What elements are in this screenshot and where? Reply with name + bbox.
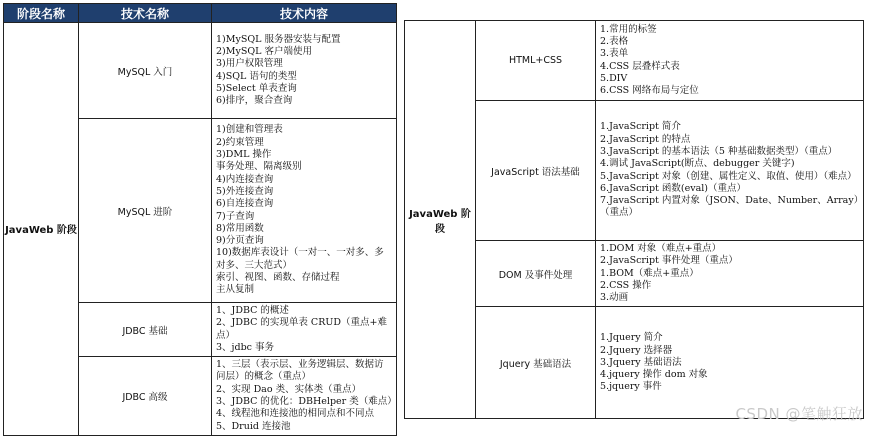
stage-cell: JavaWeb 阶段 [4, 23, 79, 436]
content-item: 2.Jquery 选择器 [600, 344, 673, 356]
content-item: 3.Jquery 基础语法 [600, 356, 682, 368]
content-item: 索引、视图、函数、存储过程 [216, 271, 340, 283]
content-item: 6)排序，聚合查询 [216, 95, 293, 107]
content-item: 1.常用的标签 [600, 23, 657, 35]
content-item: 10)数据库表设计（一对一、一对多、多对多、三大范式） [216, 247, 384, 271]
tech-content-cell [212, 119, 397, 303]
content-item: 3.动画 [600, 292, 629, 304]
content-item: 6.JavaScript 函数(eval)（重点） [600, 182, 746, 194]
tech-name-cell: JavaScript 语法基础 [476, 101, 596, 241]
table-row [405, 21, 864, 101]
tech-name-cell: JDBC 高级 [79, 357, 212, 436]
content-item: 6)自连接查询 [216, 198, 274, 210]
content-item: 3、JDBC 的优化：DBHelper 类（难点） [216, 396, 397, 408]
content-item: 2)约束管理 [216, 136, 264, 148]
tech-content-cell [596, 21, 864, 101]
content-item: 2.表格 [600, 35, 629, 47]
content-item: 3.表单 [600, 48, 629, 60]
tech-name-cell: Jquery 基础语法 [476, 307, 596, 419]
content-item: 主从复制 [216, 284, 255, 296]
tech-name-cell: DOM 及事件处理 [476, 241, 596, 307]
content-item: 4)内连接查询 [216, 173, 274, 185]
left-course-table [3, 3, 397, 436]
content-item: 3.JavaScript 的基本语法（5 种基础数据类型）（重点） [600, 145, 838, 157]
content-item: 4.调试 JavaScript(断点、debugger 关键字) [600, 158, 795, 170]
watermark: CSDN @笔触狂放 [735, 405, 863, 423]
content-item: 7.JavaScript 内置对象（JSON、Date、Number、Array）（重点） [600, 195, 859, 219]
right-course-table [404, 20, 864, 419]
content-item: 1.BOM（难点+重点） [600, 267, 699, 279]
content-item: 9)分页查询 [216, 235, 264, 247]
tech-content-cell [212, 303, 397, 357]
stage-cell: JavaWeb 阶段 [405, 21, 476, 419]
content-item: 8)常用函数 [216, 222, 264, 234]
content-item: 5.jquery 事件 [600, 381, 662, 393]
content-item: 5.JavaScript 对象（创建、属性定义、取值、使用）（难点） [600, 170, 857, 182]
content-item: 2.JavaScript 事件处理（重点） [600, 255, 738, 267]
content-item: 4)SQL 语句的类型 [216, 70, 297, 82]
content-item: 7)子查询 [216, 210, 255, 222]
content-item: 5.DIV [600, 72, 628, 84]
tech-name-cell: HTML+CSS [476, 21, 596, 101]
tech-name-cell: MySQL 入门 [79, 23, 212, 119]
content-item: 2.CSS 操作 [600, 279, 652, 291]
content-item: 5、Druid 连接池 [216, 420, 291, 432]
content-item: 1.JavaScript 简介 [600, 121, 681, 133]
content-item: 1)创建和管理表 [216, 124, 283, 136]
tech-content-cell [596, 241, 864, 307]
header-stage-name: 阶段名称 [4, 4, 79, 23]
tech-content-cell [212, 357, 397, 436]
content-item: 事务处理、隔离级别 [216, 161, 302, 173]
content-item: 2)MySQL 客户端使用 [216, 45, 312, 57]
table-row [4, 23, 397, 119]
content-item: 1.DOM 对象（难点+重点） [600, 243, 722, 254]
header-tech-name: 技术名称 [79, 4, 212, 23]
content-item: 4.CSS 层叠样式表 [600, 60, 680, 72]
tech-content-cell [596, 101, 864, 241]
content-item: 1、三层（表示层、业务逻辑层、数据访问层）的概念（重点） [216, 359, 384, 383]
header-tech-content: 技术内容 [212, 4, 397, 23]
content-item: 4.jquery 操作 dom 对象 [600, 369, 708, 381]
content-item: 3)DML 操作 [216, 149, 272, 161]
content-item: 1)MySQL 服务器安装与配置 [216, 33, 341, 45]
content-item: 5)Select 单表查询 [216, 82, 297, 94]
content-item: 5)外连接查询 [216, 185, 274, 197]
content-item: 1.Jquery 简介 [600, 332, 663, 344]
tech-name-cell: JDBC 基础 [79, 303, 212, 357]
content-item: 1、JDBC 的概述 [216, 305, 289, 316]
content-item: 2.JavaScript 的特点 [600, 133, 691, 145]
tech-content-cell [212, 23, 397, 119]
tech-name-cell: MySQL 进阶 [79, 119, 212, 303]
content-item: 3)用户权限管理 [216, 58, 283, 70]
content-item: 2、实现 Dao 类、实体类（重点） [216, 383, 362, 395]
content-item: 4、线程池和连接池的相同点和不同点 [216, 408, 375, 420]
content-item: 6.CSS 网络布局与定位 [600, 85, 699, 97]
content-item: 3、jdbc 事务 [216, 341, 274, 353]
content-item: 2、JDBC 的实现单表 CRUD（重点+难点） [216, 317, 387, 341]
